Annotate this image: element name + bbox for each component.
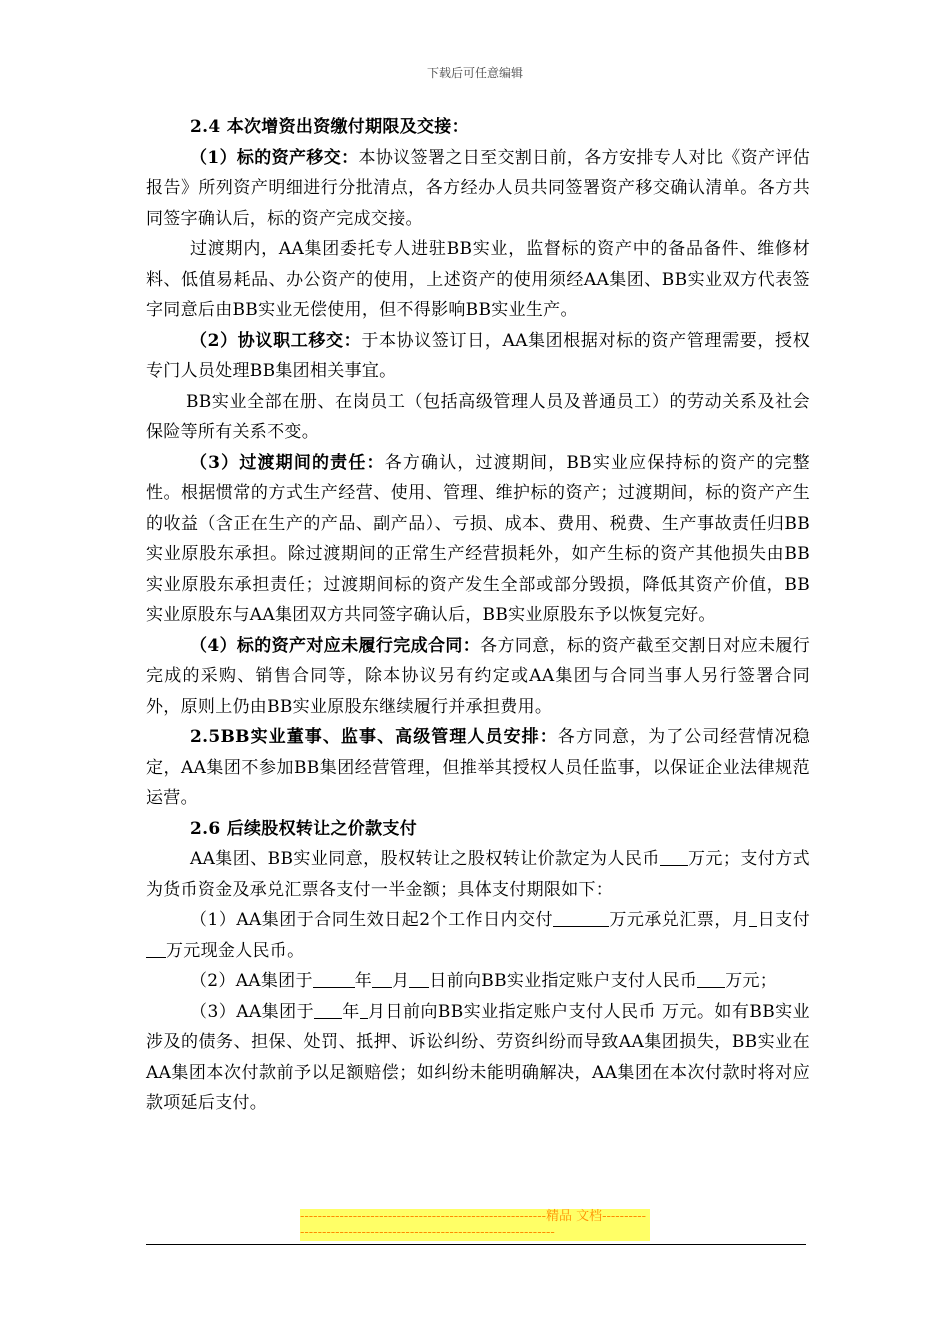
footer-watermark [300,1209,650,1241]
paragraph-payment-1 [146,905,810,966]
paragraph-employees: BB实业全部在册、在岗员工（包括高级管理人员及普通员工）的劳动关系及社会保险等所有关系不变。 [146,391,810,442]
section-2-5-text: 各方同意，为了公司经营情况稳定，AA集团不参加BB集团经营管理，但推举其授权人员任监事，以保证企业法律规范运营。 [146,727,810,808]
paragraph-transition-period: 过渡期内，AA集团委托专人进驻BB实业，监督标的资产中的备品备件、维修材料、低值易耗品、办公资产的使用，上述资产的使用须经AA集团、BB实业双方代表签字同意后由BB实业无偿使用，但不得影响BB实业生产。 [146,239,810,320]
payment-1-text-e: 万元现金人民币。 [166,940,305,961]
paragraph-payment-3 [146,997,810,1119]
payment-1-text-a: （1）AA集团于合同生效日起2个工作日内交付 [190,910,554,930]
section-2-5-label: 2.5BB实业董事、监事、高级管理人员安排： [190,727,558,747]
paragraph-section-2-5 [146,722,810,814]
payment-2-text-e: 万元； [725,971,778,991]
asset-transfer-text: 本协议签署之日至交割日前，各方安排专人对比《资产评估报告》所列资产明细进行分批清点，各方经办人员共同签署资产移交确认清单。各方共同签字确认后，标的资产完成交接。 [146,147,810,229]
paragraph-transition-liability [146,448,810,631]
payment-3-text-a: （3）AA集团于 [190,1001,315,1022]
payment-2-text-d: 日前向BB实业指定账户支付人民币 [429,971,698,991]
payment-3-text-d: 日前向BB实业指定账户支付人民币 万元。如有BB实业涉及的债务、担保、处罚、抵押、诉讼纠纷、劳资纠纷而导致AA集团损失，BB实业在AA集团本次付款前予以足额赔偿；如纠纷未能明确解决，AA集团在本次付款时将对应款项延后支付。 [146,1001,810,1113]
contracts-label: （4）标的资产对应未履行完成合同： [190,635,481,656]
footer-divider [146,1244,806,1245]
payment-2-day-blank [409,970,429,988]
price-amount-blank [660,848,688,866]
payment-1-text-b: 万元承兑汇票， [609,910,732,930]
section-2-4-title: 2.4 本次增资出资缴付期限及交接： [190,117,469,137]
section-2-6-title: 2.6 后续股权转让之价款支付 [190,818,417,839]
paragraph-price [146,844,810,905]
payment-2-year-blank [313,970,355,988]
document-body [146,112,810,1119]
payment-2-text-c: 月 [392,971,410,991]
transition-liability-text: 各方确认，过渡期间，BB实业应保持标的资产的完整性。根据惯常的方式生产经营、使用、管理、维护标的资产；过渡期间，标的资产产生的收益（含正在生产的产品、副产品）、亏损、成本、费用、税费、生产事故责任归BB实业原股东承担。除过渡期间的正常生产经营损耗外，如产生标的资产其他损失由BB实业原股东承担责任；过渡期间标的资产发生全部或部分毁损，降低其资产价值，BB实业原股东与AA集团双方共同签字确认后，BB实业原股东予以恢复完好。 [146,452,810,625]
price-text-b: 万元；支付方式为货币资金及承兑汇票各支付一半金额；具体支付期限如下： [146,849,810,900]
payment-1-text-d: 日支付 [757,910,810,930]
payment-2-text-a: （2）AA集团于 [190,971,313,991]
transition-liability-label: （3）过渡期间的责任： [190,452,385,473]
payment-3-month-blank [360,1001,368,1019]
payment-2-month-blank [372,970,392,988]
staff-transfer-text: 于本协议签订日，AA集团根据对标的资产管理需要，授权专门人员处理BB集团相关事宜。 [146,330,811,381]
payment-3-text-b: 年 [342,1001,360,1022]
price-text-a: AA集团、BB实业同意，股权转让之股权转让价款定为人民币 [190,849,660,869]
payment-2-text-b: 年 [354,971,373,991]
payment-1-text-c: 月 [731,910,750,930]
paragraph-staff-transfer [146,326,810,387]
paragraph-asset-transfer [146,143,810,235]
contracts-text: 各方同意，标的资产截至交割日对应未履行完成的采购、销售合同等，除本协议另有约定或AA集团与合同当事人另行签署合同外，原则上仍由BB实业原股东继续履行并承担费用。 [146,635,810,717]
staff-transfer-label: （2）协议职工移交： [190,330,362,351]
asset-transfer-label: （1）标的资产移交： [190,147,359,168]
footer-watermark-text: --------------------------------------------------------精品 文档-------------------------------------------------------------------- [300,1209,647,1240]
payment-1-amount-blank [553,909,609,927]
payment-1-cash-blank [146,940,166,958]
paragraph-contracts [146,631,810,723]
payment-3-year-blank [314,1001,342,1019]
payment-3-text-c: 月 [367,1001,386,1022]
page-header: 下载后可任意编辑 [426,66,523,80]
payment-2-amount-blank [697,970,725,988]
paragraph-payment-2 [146,966,810,997]
